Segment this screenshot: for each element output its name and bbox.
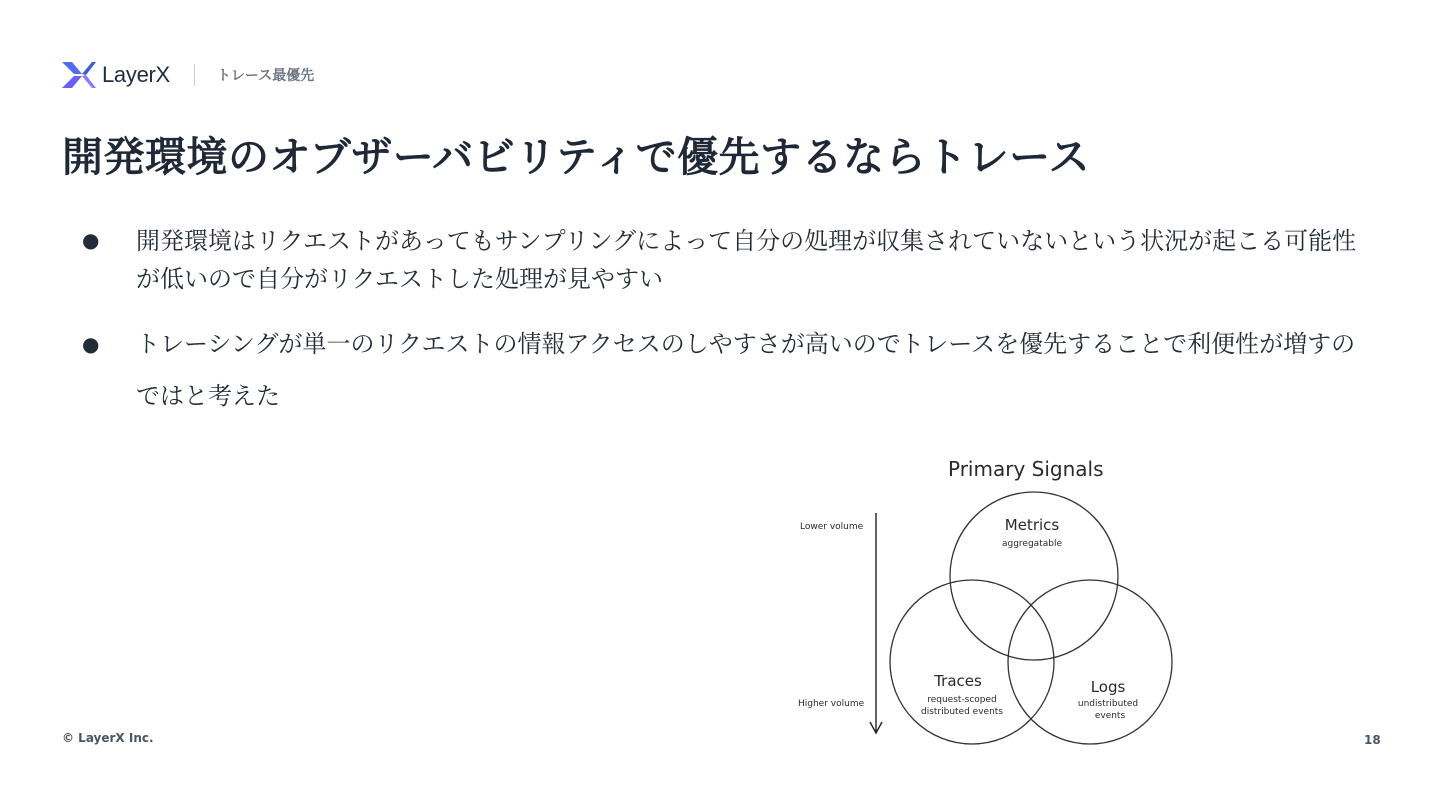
slide-header — [62, 60, 314, 90]
logs-desc-line2: events — [1094, 711, 1126, 721]
diagram-title: Primary Signals — [948, 457, 1104, 481]
logs-desc-line1: undistributed — [1077, 699, 1139, 709]
copyright: © LayerX Inc. — [62, 731, 154, 745]
metrics-desc: aggregatable — [1001, 539, 1063, 549]
logs-circle — [1008, 580, 1172, 744]
brand-name: LayerX — [102, 62, 170, 87]
header-divider — [194, 64, 195, 86]
bullet-text: トレーシングが単一のリクエストの情報アクセスのしやすさが高いのでトレースを優先することで利便性が増すのではと考えた — [136, 330, 1356, 410]
traces-desc-line1: request-scoped — [927, 695, 997, 705]
bullet-dot-icon: ● — [82, 228, 100, 252]
page-number: 18 — [1364, 733, 1381, 747]
bullet-item — [80, 326, 1370, 422]
axis-label-bottom: Higher volume — [798, 699, 865, 709]
axis-label-top: Lower volume — [800, 522, 864, 532]
metrics-label: Metrics — [1004, 516, 1060, 534]
bullet-text: 開発環境はリクエストがあってもサンプリングによって自分の処理が収集されていないという状況が起こる可能性が低いので自分がリクエストした処理が見やすい — [136, 227, 1357, 293]
bullet-dot-icon: ● — [82, 332, 100, 356]
bullet-list — [80, 222, 1370, 422]
traces-desc-line2: distributed events — [920, 707, 1004, 717]
traces-label: Traces — [934, 672, 982, 690]
traces-circle — [890, 580, 1054, 744]
section-label: トレース最優先 — [216, 68, 315, 84]
logs-label: Logs — [1090, 678, 1126, 696]
slide-title: 開発環境のオブザーバビリティで優先するならトレース — [62, 133, 1091, 181]
layerx-logo-icon — [62, 60, 96, 90]
bullet-item — [80, 222, 1370, 298]
primary-signals-venn-diagram — [790, 450, 1190, 750]
